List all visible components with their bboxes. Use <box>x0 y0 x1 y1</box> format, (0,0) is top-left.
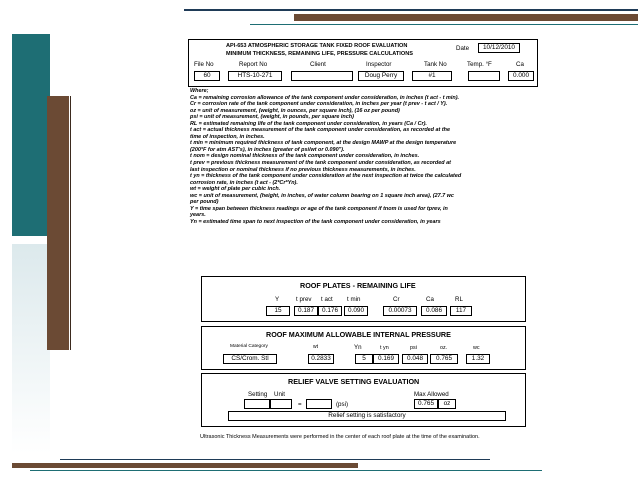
definition-line: (200°F for atm AST's), in inches (greater of psi/wt or 0.090"). <box>190 146 345 153</box>
definition-line: psi = unit of measurement, (weight, in pounds, per square inch) <box>190 114 354 121</box>
p-value-tyn: 0.169 <box>373 354 399 364</box>
rl-value-ca: 0.086 <box>421 306 447 316</box>
rl-value-tact: 0.176 <box>318 306 342 316</box>
top-thin-line <box>250 24 638 25</box>
top-navy-line <box>184 9 638 11</box>
relief-status: Relief setting is satisfactory <box>228 411 506 421</box>
definition-line: t min = minimum required thickness of tank component, at the design MAWP at the design temperature <box>190 140 457 147</box>
report-title: API-653 ATMOSPHERIC STORAGE TANK FIXED ROOF EVALUATION <box>226 43 408 49</box>
p-label-oz: oz. <box>440 345 448 351</box>
rl-label-tmin: t min <box>347 296 361 303</box>
definition-line: t yn = thickness of the tank component under consideration at the next inspection at twice the calculated <box>190 173 462 180</box>
rl-value-y: 15 <box>266 306 290 316</box>
rl-label-y: Y <box>275 296 280 303</box>
rl-label-tact: t act <box>321 296 333 303</box>
definitions-block <box>190 88 535 225</box>
ca-value: 0.000 <box>508 71 534 81</box>
col-report-no: Report No <box>239 61 268 68</box>
left-teal-block <box>12 34 50 236</box>
col-ca: Ca <box>516 61 524 68</box>
p-value-yn: 5 <box>355 354 373 364</box>
bottom-thin-line <box>30 470 542 471</box>
relief-unit-value <box>270 399 292 409</box>
footnote: Ultrasonic Thickness Measurements were performed in the center of each roof plate at the time of the examination. <box>200 434 480 440</box>
p-label-tyn: t yn <box>380 345 389 351</box>
col-tank-no: Tank No <box>424 61 447 68</box>
p-value-oz: 0.765 <box>430 354 458 364</box>
relief-title: RELIEF VALVE SETTING EVALUATION <box>288 377 420 386</box>
pressure-title: ROOF MAXIMUM ALLOWABLE INTERNAL PRESSURE <box>266 330 451 339</box>
relief-max-value: 0.765 <box>414 399 438 409</box>
col-client: Client <box>310 61 326 68</box>
definition-line: wc = unit of measurement, (height, in inches, of water column bearing on 1 square inch area), (27.7 wc <box>190 192 454 199</box>
relief-psi-label: (psi) <box>336 401 349 408</box>
rl-label-ca: Ca <box>426 296 434 303</box>
relief-setting-label: Setting <box>248 391 268 398</box>
p-value-psi: 0.048 <box>402 354 428 364</box>
definition-line: RL = estimated remaining life of the tank component under consideration, in years (Ca / Cr). <box>190 120 427 127</box>
p-value-wc: 1.32 <box>466 354 490 364</box>
rl-label-tprev: t prev <box>296 296 312 303</box>
report-subtitle: MINIMUM THICKNESS, REMAINING LIFE, PRESSURE CALCULATIONS <box>226 51 413 57</box>
remaining-life-title: ROOF PLATES - REMAINING LIFE <box>300 281 416 290</box>
client-value <box>291 71 353 81</box>
bottom-navy-line <box>60 459 490 460</box>
definition-line: t prev = previous thickness measurement of the tank component under consideration, as recorded at <box>190 160 451 167</box>
left-brown-strip <box>47 96 69 350</box>
left-light-block <box>12 244 50 454</box>
rl-label-rl: RL <box>455 296 463 303</box>
relief-setting-value <box>244 399 270 409</box>
definition-line: time of inspection, in inches. <box>190 133 265 140</box>
rl-label-cr: Cr <box>393 296 400 303</box>
bottom-brown-bar <box>12 463 358 468</box>
rl-value-cr: 0.00073 <box>383 306 417 316</box>
tank-no-value: #1 <box>412 71 452 81</box>
p-label-wt: wt <box>313 344 318 350</box>
left-brown-strip-line <box>70 96 71 350</box>
report-no-value: HTS-10-271 <box>228 71 282 81</box>
rl-value-rl: 117 <box>450 306 472 316</box>
definition-line: years. <box>190 212 206 219</box>
relief-max-label: Max Allowed <box>414 391 449 398</box>
file-no-value: 60 <box>194 71 220 81</box>
definition-line: Cr = corrosion rate of the tank component under consideration, in inches per year (t prev - t act / Y). <box>190 101 448 108</box>
p-value-wt: 0.2833 <box>308 354 334 364</box>
inspector-value: Doug Perry <box>358 71 404 81</box>
p-label-psi: psi <box>410 345 417 351</box>
relief-equals: = <box>298 401 302 408</box>
definition-line: Yn = estimated time span to next inspection of the tank component under consideration, in years <box>190 218 441 225</box>
p-label-yn: Yn <box>354 344 362 351</box>
definition-line: wt = weight of plate per cubic inch. <box>190 186 281 193</box>
definition-line: t act = actual thickness measurement of the tank component under consideration, as recorded at the <box>190 127 451 134</box>
col-temp: Temp. °F <box>467 61 492 68</box>
rl-value-tprev: 0.187 <box>294 306 318 316</box>
definition-line: corrosion rate, in inches (t act - (2*Cr*Yn). <box>190 179 298 186</box>
p-label-material: Material Category <box>230 344 268 349</box>
relief-psi-value <box>306 399 332 409</box>
relief-unit-label: Unit <box>274 391 286 398</box>
col-inspector: Inspector <box>366 61 392 68</box>
relief-max-unit: oz <box>438 399 456 409</box>
definition-line: per pound) <box>190 199 219 206</box>
p-value-material: CS/Crom. Stl <box>223 354 277 364</box>
rl-value-tmin: 0.090 <box>344 306 368 316</box>
temp-value <box>468 71 500 81</box>
date-value: 10/12/2010 <box>478 43 520 53</box>
definition-line: Y = time span between thickness readings or age of the tank component if tnom is used for tprev, in <box>190 205 448 212</box>
definitions-heading: Where; <box>190 88 209 94</box>
definition-line: t nom = design nominal thickness of the tank component under consideration, in inches. <box>190 153 420 160</box>
definition-line: last inspection or nominal thickness if no previous thickness measurements, in inches. <box>190 166 416 173</box>
definition-line: oz = unit of measurement, (weight, in ounces, per square inch), (16 oz per pound) <box>190 107 400 114</box>
definition-line: Ca = remaining corrosion allowance of the tank component under consideration, in inches (t act - t min). <box>190 94 460 101</box>
top-brown-bar <box>294 14 638 21</box>
p-label-wc: wc <box>473 345 480 351</box>
date-label: Date <box>456 45 470 52</box>
col-file-no: File No <box>194 61 214 68</box>
